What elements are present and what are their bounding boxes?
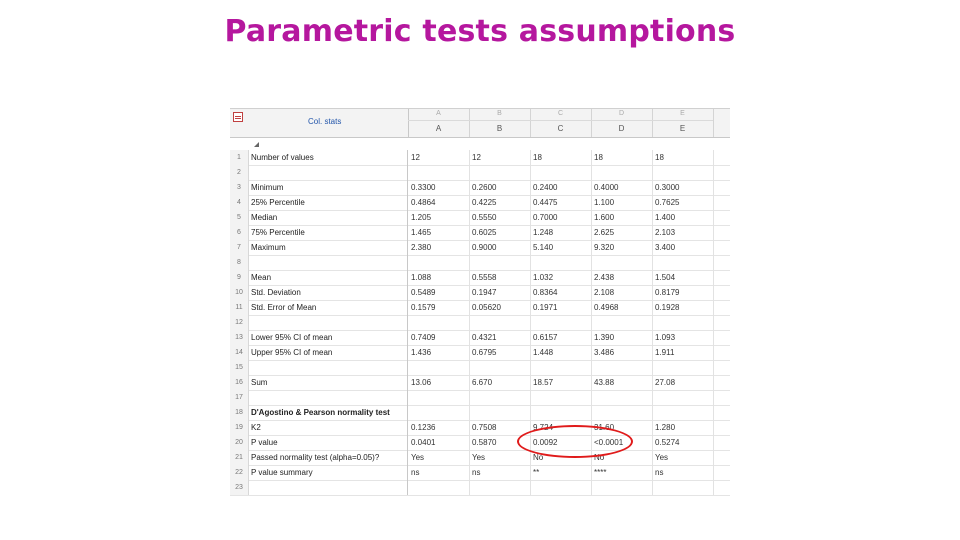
row-number[interactable]: 8 bbox=[230, 255, 249, 270]
column-title: C bbox=[557, 124, 564, 133]
table-cell[interactable] bbox=[591, 405, 653, 420]
table-cell[interactable]: 0.7625 bbox=[652, 195, 714, 210]
row-label[interactable]: Minimum bbox=[251, 180, 408, 195]
column-letter: A bbox=[436, 110, 441, 117]
table-cell[interactable]: 12 bbox=[408, 150, 470, 165]
row-number[interactable]: 15 bbox=[230, 360, 249, 375]
table-cell[interactable]: 0.4225 bbox=[469, 195, 531, 210]
table-row bbox=[230, 195, 730, 211]
table-cell[interactable]: 1.248 bbox=[530, 225, 592, 240]
table-cell[interactable]: 0.8179 bbox=[652, 285, 714, 300]
row-label[interactable]: Lower 95% CI of mean bbox=[251, 330, 408, 345]
table-cell[interactable]: 9.724 bbox=[530, 420, 592, 435]
table-cell[interactable]: **** bbox=[591, 465, 653, 480]
table-row bbox=[230, 210, 730, 226]
row-label[interactable] bbox=[251, 165, 408, 180]
table-cell[interactable] bbox=[530, 360, 592, 375]
table-cell[interactable]: 0.0401 bbox=[408, 435, 470, 450]
column-letter: E bbox=[680, 110, 685, 117]
table-cell[interactable]: 2.438 bbox=[591, 270, 653, 285]
table-row bbox=[230, 450, 730, 466]
table-cell[interactable]: 6.670 bbox=[469, 375, 531, 390]
table-cell[interactable] bbox=[469, 165, 531, 180]
column-header-d[interactable] bbox=[591, 109, 653, 137]
table-cell[interactable] bbox=[591, 165, 653, 180]
row-label[interactable]: 25% Percentile bbox=[251, 195, 408, 210]
row-label[interactable] bbox=[251, 315, 408, 330]
table-cell[interactable]: 0.6157 bbox=[530, 330, 592, 345]
table-cell[interactable]: 0.1579 bbox=[408, 300, 470, 315]
row-label[interactable]: Std. Deviation bbox=[251, 285, 408, 300]
table-cell[interactable]: 1.504 bbox=[652, 270, 714, 285]
table-cell[interactable]: 18 bbox=[591, 150, 653, 165]
table-cell[interactable]: 18.57 bbox=[530, 375, 592, 390]
row-number[interactable]: 11 bbox=[230, 300, 249, 315]
table-cell[interactable] bbox=[652, 360, 714, 375]
table-cell[interactable]: <0.0001 bbox=[591, 435, 653, 450]
row-number[interactable]: 21 bbox=[230, 450, 249, 465]
column-title: E bbox=[679, 124, 686, 133]
table-cell[interactable] bbox=[408, 255, 470, 270]
table-cell[interactable]: 5.140 bbox=[530, 240, 592, 255]
table-cell[interactable]: 1.436 bbox=[408, 345, 470, 360]
column-letter: D bbox=[618, 110, 625, 117]
table-cell[interactable]: 0.5550 bbox=[469, 210, 531, 225]
table-cell[interactable] bbox=[530, 480, 592, 495]
row-label[interactable]: D'Agostino & Pearson normality test bbox=[251, 405, 408, 420]
row-label[interactable]: Upper 95% CI of mean bbox=[251, 345, 408, 360]
table-row bbox=[230, 240, 730, 256]
row-number[interactable]: 17 bbox=[230, 390, 249, 405]
slide-title: Parametric tests assumptions bbox=[224, 14, 736, 49]
table-cell[interactable] bbox=[469, 315, 531, 330]
table-title: Col. stats bbox=[308, 117, 342, 126]
table-cell[interactable] bbox=[591, 390, 653, 405]
row-label[interactable] bbox=[251, 360, 408, 375]
table-cell[interactable]: 1.448 bbox=[530, 345, 592, 360]
row-label[interactable]: Passed normality test (alpha=0.05)? bbox=[251, 450, 408, 465]
table-cell[interactable] bbox=[652, 165, 714, 180]
table-cell[interactable] bbox=[591, 360, 653, 375]
table-cell[interactable]: 0.6795 bbox=[469, 345, 531, 360]
row-label[interactable]: P value bbox=[251, 435, 408, 450]
row-label[interactable]: Std. Error of Mean bbox=[251, 300, 408, 315]
column-header-a[interactable] bbox=[408, 109, 470, 137]
table-cell[interactable] bbox=[469, 480, 531, 495]
table-cell[interactable]: 0.1928 bbox=[652, 300, 714, 315]
row-number[interactable]: 5 bbox=[230, 210, 249, 225]
table-row bbox=[230, 225, 730, 241]
row-label[interactable]: Sum bbox=[251, 375, 408, 390]
column-title: B bbox=[496, 124, 503, 133]
column-letter: C bbox=[557, 110, 564, 117]
table-cell[interactable]: 0.5489 bbox=[408, 285, 470, 300]
table-row bbox=[230, 420, 730, 436]
table-cell[interactable] bbox=[591, 255, 653, 270]
table-cell[interactable]: 1.088 bbox=[408, 270, 470, 285]
table-cell[interactable]: 0.0092 bbox=[530, 435, 592, 450]
table-corner[interactable] bbox=[230, 109, 409, 137]
table-cell[interactable] bbox=[408, 360, 470, 375]
row-label[interactable]: K2 bbox=[251, 420, 408, 435]
table-cell[interactable]: 31.60 bbox=[591, 420, 653, 435]
table-cell[interactable]: 0.1947 bbox=[469, 285, 531, 300]
column-header-c[interactable] bbox=[530, 109, 592, 137]
table-cell[interactable]: No bbox=[530, 450, 592, 465]
table-cell[interactable] bbox=[652, 405, 714, 420]
table-cell[interactable]: 2.103 bbox=[652, 225, 714, 240]
table-cell[interactable]: 0.7508 bbox=[469, 420, 531, 435]
table-row bbox=[230, 315, 730, 331]
row-number[interactable]: 23 bbox=[230, 480, 249, 495]
table-cell[interactable] bbox=[530, 255, 592, 270]
table-cell[interactable]: 18 bbox=[530, 150, 592, 165]
table-cell[interactable] bbox=[469, 390, 531, 405]
table-cell[interactable]: 27.08 bbox=[652, 375, 714, 390]
table-cell[interactable]: 3.486 bbox=[591, 345, 653, 360]
table-row bbox=[230, 285, 730, 301]
row-label[interactable] bbox=[251, 390, 408, 405]
table-cell[interactable]: Yes bbox=[469, 450, 531, 465]
table-icon bbox=[233, 112, 243, 122]
table-cell[interactable]: 1.093 bbox=[652, 330, 714, 345]
table-cell[interactable]: 1.280 bbox=[652, 420, 714, 435]
column-title: D bbox=[618, 124, 625, 133]
table-cell[interactable]: 1.032 bbox=[530, 270, 592, 285]
table-cell[interactable] bbox=[408, 480, 470, 495]
table-row bbox=[230, 150, 730, 166]
table-cell[interactable] bbox=[591, 315, 653, 330]
table-row bbox=[230, 270, 730, 286]
table-cell[interactable]: 0.7409 bbox=[408, 330, 470, 345]
table-cell[interactable]: ns bbox=[652, 465, 714, 480]
table-cell[interactable]: 0.2400 bbox=[530, 180, 592, 195]
column-title: A bbox=[435, 124, 442, 133]
table-cell[interactable]: 0.3000 bbox=[652, 180, 714, 195]
table-cell[interactable]: 0.5274 bbox=[652, 435, 714, 450]
results-spreadsheet bbox=[230, 108, 730, 494]
table-cell[interactable]: 0.4000 bbox=[591, 180, 653, 195]
table-row bbox=[230, 435, 730, 451]
table-row bbox=[230, 480, 730, 496]
table-cell[interactable]: 0.8364 bbox=[530, 285, 592, 300]
table-cell[interactable]: 0.1236 bbox=[408, 420, 470, 435]
table-cell[interactable] bbox=[530, 165, 592, 180]
row-number[interactable]: 2 bbox=[230, 165, 249, 180]
table-cell[interactable]: Yes bbox=[408, 450, 470, 465]
table-cell[interactable]: 0.5870 bbox=[469, 435, 531, 450]
column-header-b[interactable] bbox=[469, 109, 531, 137]
table-cell[interactable]: Yes bbox=[652, 450, 714, 465]
table-cell[interactable]: 1.911 bbox=[652, 345, 714, 360]
table-cell[interactable]: 0.9000 bbox=[469, 240, 531, 255]
table-row bbox=[230, 180, 730, 196]
table-row bbox=[230, 255, 730, 271]
table-cell[interactable] bbox=[408, 390, 470, 405]
row-number[interactable]: 6 bbox=[230, 225, 249, 240]
row-label[interactable]: Number of values bbox=[251, 150, 408, 165]
row-label[interactable] bbox=[251, 255, 408, 270]
row-label[interactable] bbox=[251, 480, 408, 495]
row-label[interactable]: Mean bbox=[251, 270, 408, 285]
table-cell[interactable]: 9.320 bbox=[591, 240, 653, 255]
table-row bbox=[230, 165, 730, 181]
table-cell[interactable]: 1.100 bbox=[591, 195, 653, 210]
table-cell[interactable]: ns bbox=[469, 465, 531, 480]
table-cell[interactable] bbox=[530, 405, 592, 420]
table-cell[interactable]: 0.05620 bbox=[469, 300, 531, 315]
row-number[interactable]: 20 bbox=[230, 435, 249, 450]
table-cell[interactable] bbox=[469, 405, 531, 420]
table-row bbox=[230, 360, 730, 376]
table-cell[interactable] bbox=[469, 255, 531, 270]
table-cell[interactable]: 12 bbox=[469, 150, 531, 165]
row-number[interactable]: 22 bbox=[230, 465, 249, 480]
row-number[interactable]: 4 bbox=[230, 195, 249, 210]
column-header-e[interactable] bbox=[652, 109, 714, 137]
table-cell[interactable]: 0.1971 bbox=[530, 300, 592, 315]
table-cell[interactable]: 0.2600 bbox=[469, 180, 531, 195]
table-cell[interactable]: 0.3300 bbox=[408, 180, 470, 195]
row-label[interactable]: 75% Percentile bbox=[251, 225, 408, 240]
row-label[interactable]: P value summary bbox=[251, 465, 408, 480]
row-number[interactable]: 9 bbox=[230, 270, 249, 285]
table-cell[interactable]: 0.4968 bbox=[591, 300, 653, 315]
table-cell[interactable]: 1.465 bbox=[408, 225, 470, 240]
table-cell[interactable] bbox=[652, 480, 714, 495]
table-cell[interactable]: 1.600 bbox=[591, 210, 653, 225]
table-cell[interactable]: 0.7000 bbox=[530, 210, 592, 225]
table-row bbox=[230, 300, 730, 316]
highlight-ellipse bbox=[517, 425, 633, 458]
table-cell[interactable] bbox=[408, 315, 470, 330]
table-cell[interactable]: 1.400 bbox=[652, 210, 714, 225]
row-number[interactable]: 7 bbox=[230, 240, 249, 255]
table-cell[interactable]: 3.400 bbox=[652, 240, 714, 255]
table-cell[interactable]: 0.6025 bbox=[469, 225, 531, 240]
row-number[interactable]: 12 bbox=[230, 315, 249, 330]
table-cell[interactable]: ** bbox=[530, 465, 592, 480]
table-cell[interactable]: 2.108 bbox=[591, 285, 653, 300]
row-label[interactable]: Maximum bbox=[251, 240, 408, 255]
table-cell[interactable] bbox=[652, 390, 714, 405]
row-number[interactable]: 1 bbox=[230, 150, 249, 165]
row-number[interactable]: 14 bbox=[230, 345, 249, 360]
table-cell[interactable]: 18 bbox=[652, 150, 714, 165]
table-cell[interactable] bbox=[530, 390, 592, 405]
table-cell[interactable]: No bbox=[591, 450, 653, 465]
table-cell[interactable]: 0.4864 bbox=[408, 195, 470, 210]
row-number[interactable]: 3 bbox=[230, 180, 249, 195]
table-cell[interactable]: ns bbox=[408, 465, 470, 480]
table-cell[interactable]: 1.390 bbox=[591, 330, 653, 345]
table-row bbox=[230, 345, 730, 361]
table-row bbox=[230, 465, 730, 481]
row-number[interactable]: 16 bbox=[230, 375, 249, 390]
table-cell[interactable]: 43.88 bbox=[591, 375, 653, 390]
table-row bbox=[230, 330, 730, 346]
column-letter: B bbox=[497, 110, 502, 117]
table-cell[interactable]: 2.380 bbox=[408, 240, 470, 255]
row-number[interactable]: 19 bbox=[230, 420, 249, 435]
row-label[interactable]: Median bbox=[251, 210, 408, 225]
table-cell[interactable] bbox=[469, 360, 531, 375]
row-number[interactable]: 13 bbox=[230, 330, 249, 345]
table-cell[interactable]: 0.4475 bbox=[530, 195, 592, 210]
sort-triangle-icon[interactable] bbox=[254, 142, 259, 147]
table-row bbox=[230, 390, 730, 406]
row-number[interactable]: 18 bbox=[230, 405, 249, 420]
table-row bbox=[230, 405, 730, 421]
table-cell[interactable]: 1.205 bbox=[408, 210, 470, 225]
table-cell[interactable] bbox=[652, 255, 714, 270]
table-cell[interactable]: 0.4321 bbox=[469, 330, 531, 345]
table-cell[interactable] bbox=[530, 315, 592, 330]
table-cell[interactable]: 13.06 bbox=[408, 375, 470, 390]
table-cell[interactable] bbox=[652, 315, 714, 330]
table-cell[interactable]: 2.625 bbox=[591, 225, 653, 240]
table-cell[interactable] bbox=[408, 165, 470, 180]
row-number[interactable]: 10 bbox=[230, 285, 249, 300]
table-cell[interactable] bbox=[591, 480, 653, 495]
table-cell[interactable]: 0.5558 bbox=[469, 270, 531, 285]
table-row bbox=[230, 375, 730, 391]
column-header-bar bbox=[230, 109, 730, 138]
table-cell[interactable] bbox=[408, 405, 470, 420]
